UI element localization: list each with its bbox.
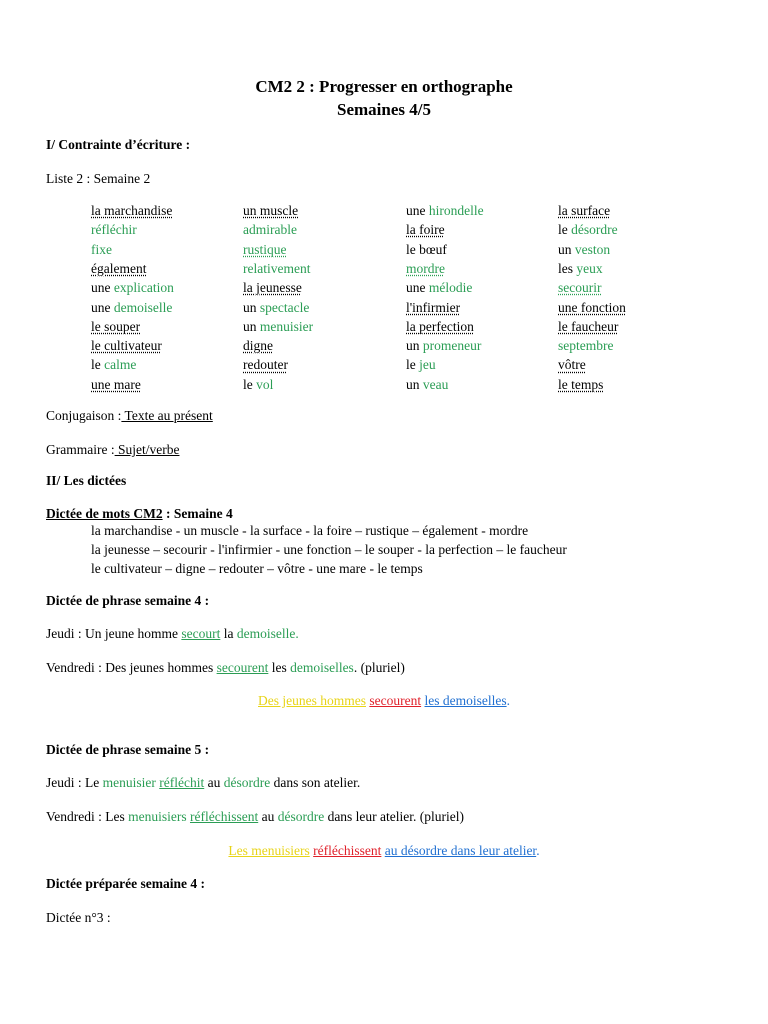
word-text: bœuf — [419, 241, 447, 257]
conjugaison-line — [46, 408, 213, 424]
word-text: l'infirmier — [406, 299, 461, 315]
word-entry — [406, 280, 472, 296]
word-entry — [91, 203, 172, 219]
noun: désordre — [223, 775, 271, 790]
phrase4-vendredi — [46, 660, 405, 676]
conjugaison-value: Texte au présent — [121, 408, 213, 423]
word-entry — [406, 261, 445, 277]
word-entry — [406, 357, 436, 373]
text: la — [220, 626, 237, 641]
mots-line-3: le cultivateur – digne – redouter – vôtre - une mare - le temps — [91, 561, 423, 576]
word-text: hirondelle — [428, 203, 484, 218]
word-text: la perfection — [406, 318, 474, 334]
word-text: fixe — [91, 241, 112, 257]
word-entry — [558, 280, 601, 296]
word-entry — [243, 300, 309, 316]
complement: au désordre dans leur atelier — [384, 843, 537, 858]
word-entry — [406, 242, 447, 258]
word-entry — [558, 319, 618, 335]
word-text: demoiselle — [113, 299, 173, 315]
word-text: mordre — [406, 260, 445, 276]
word-entry — [406, 222, 445, 238]
text: . (pluriel) — [353, 660, 405, 675]
noun: menuisiers — [128, 809, 187, 824]
phrase5-vendredi — [46, 809, 464, 825]
conjugaison-label: Conjugaison : — [46, 408, 122, 423]
word-text: le souper — [91, 318, 141, 334]
word-text: menuisier — [259, 318, 314, 334]
word-entry — [91, 300, 172, 316]
word-determiner: un — [243, 299, 260, 315]
word-entry — [558, 203, 610, 219]
phrase5-heading: Dictée de phrase semaine 5 : — [46, 742, 210, 757]
vendredi-label: Vendredi : — [46, 809, 102, 824]
word-determiner: le — [558, 222, 572, 238]
word-determiner: une — [91, 299, 114, 315]
word-entry — [406, 300, 460, 316]
dictee-preparee-heading: Dictée préparée semaine 4 : — [46, 876, 205, 891]
text: Des jeunes hommes — [101, 660, 217, 675]
word-determiner: un — [406, 376, 423, 392]
word-entry — [558, 338, 613, 354]
word-entry — [243, 338, 273, 354]
word-determiner: les — [558, 260, 577, 276]
verb: secourt — [181, 626, 221, 641]
text: . — [295, 626, 299, 641]
text: au — [204, 775, 224, 790]
word-text: jeu — [419, 357, 436, 373]
word-determiner: un — [406, 338, 423, 354]
word-determiner: une — [406, 280, 429, 296]
verb: secourent — [369, 693, 422, 708]
word-text: la jeunesse — [243, 280, 302, 296]
word-entry — [91, 242, 112, 258]
word-entry — [558, 222, 618, 238]
word-text: une fonction — [558, 299, 626, 315]
word-entry — [243, 203, 298, 219]
word-entry — [91, 280, 174, 296]
word-entry — [91, 261, 146, 277]
word-entry — [91, 338, 162, 354]
page-title: CM2 2 : Progresser en orthographe — [255, 77, 513, 96]
word-text: un muscle — [243, 203, 299, 218]
word-text: le cultivateur — [91, 338, 162, 354]
list-label: Liste 2 : Semaine 2 — [46, 171, 151, 186]
word-entry — [243, 357, 288, 373]
word-text: vol — [256, 376, 274, 392]
subject: Les menuisiers — [228, 843, 310, 858]
grammaire-value: Sujet/verbe — [114, 442, 180, 457]
word-text: rustique — [243, 241, 287, 257]
word-text: explication — [113, 280, 174, 296]
jeudi-label: Jeudi : — [46, 775, 82, 790]
subject: Des jeunes hommes — [258, 693, 366, 708]
word-text: la marchandise — [91, 203, 173, 218]
word-determiner: le — [243, 376, 257, 392]
word-entry — [406, 377, 448, 393]
word-text: spectacle — [259, 299, 310, 315]
word-determiner: une — [91, 280, 114, 296]
phrase4-colored-analysis — [0, 693, 768, 709]
mots-line-2: la jeunesse – secourir - l'infirmier - une fonction – le souper - la perfection – le faucheur — [91, 542, 567, 557]
text: au — [258, 809, 278, 824]
section2-heading: II/ Les dictées — [46, 473, 127, 488]
word-entry — [243, 319, 313, 335]
word-entry — [558, 261, 603, 277]
phrase5-colored-analysis — [0, 843, 768, 859]
grammaire-line — [46, 442, 179, 458]
phrase4-heading: Dictée de phrase semaine 4 : — [46, 593, 210, 608]
end: . — [506, 693, 510, 708]
phrase5-jeudi — [46, 775, 360, 791]
word-text: mélodie — [428, 280, 473, 296]
word-determiner: le — [406, 357, 420, 373]
word-entry — [243, 222, 297, 238]
word-determiner: le — [406, 241, 420, 257]
word-determiner: le — [91, 357, 105, 373]
word-entry — [243, 261, 310, 277]
word-text: une mare — [91, 376, 141, 392]
section1-heading: I/ Contrainte d’écriture : — [46, 137, 191, 152]
word-determiner: un — [243, 318, 260, 334]
verb: secourent — [216, 660, 269, 675]
dictee-number: Dictée n°3 : — [46, 910, 111, 925]
text: dans leur atelier. (pluriel) — [324, 809, 465, 824]
word-entry — [91, 319, 140, 335]
word-entry — [91, 222, 137, 238]
word-text: la foire — [406, 222, 445, 238]
word-text: désordre — [571, 222, 618, 238]
page-subtitle: Semaines 4/5 — [337, 100, 431, 119]
grammaire-label: Grammaire : — [46, 442, 115, 457]
vendredi-label: Vendredi : — [46, 660, 102, 675]
word-text: redouter — [243, 357, 288, 373]
word-determiner: une — [406, 203, 429, 218]
word-entry — [406, 338, 481, 354]
word-text: calme — [104, 357, 137, 373]
text: les — [268, 660, 291, 675]
word-text: vôtre — [558, 357, 586, 373]
word-text: yeux — [576, 260, 603, 276]
word-entry — [91, 377, 141, 393]
word-entry — [406, 203, 484, 219]
word-entry — [91, 357, 136, 373]
word-entry — [558, 357, 586, 373]
noun: demoiselles — [290, 660, 354, 675]
dictee-mots-heading-rest: : Semaine 4 — [162, 506, 233, 521]
noun: demoiselle — [236, 626, 296, 641]
word-entry — [243, 377, 273, 393]
word-text: promeneur — [422, 338, 482, 354]
word-text: admirable — [243, 222, 297, 238]
word-text: relativement — [243, 260, 311, 276]
word-entry — [558, 377, 603, 393]
word-text: la surface — [558, 203, 611, 218]
word-entry — [558, 242, 610, 258]
text: dans son atelier. — [270, 775, 361, 790]
word-entry — [243, 280, 302, 296]
phrase4-jeudi — [46, 626, 299, 642]
word-text: septembre — [558, 338, 614, 354]
mots-line-1: la marchandise - un muscle - la surface - la foire – rustique – également - mordre — [91, 523, 529, 538]
word-text: digne — [243, 338, 273, 354]
verb: réfléchissent — [189, 809, 259, 824]
word-text: le faucheur — [558, 318, 619, 334]
word-text: veston — [574, 241, 611, 257]
word-text: veau — [422, 376, 449, 392]
verb: réfléchit — [159, 775, 205, 790]
text: Les — [101, 809, 129, 824]
word-determiner: un — [558, 241, 575, 257]
text: Un jeune homme — [81, 626, 182, 641]
word-text: le temps — [558, 376, 604, 392]
word-text: réfléchir — [91, 222, 137, 238]
word-entry — [558, 300, 626, 316]
end: . — [536, 843, 540, 858]
verb: réfléchissent — [313, 843, 382, 858]
dictee-mots-heading — [46, 506, 233, 522]
word-entry — [243, 242, 287, 258]
dictee-mots-heading-underlined: Dictée de mots CM2 — [46, 506, 163, 521]
noun: menuisier — [102, 775, 156, 790]
jeudi-label: Jeudi : — [46, 626, 82, 641]
text: Le — [81, 775, 103, 790]
noun: désordre — [277, 809, 325, 824]
word-text: également — [91, 260, 147, 276]
word-entry — [406, 319, 474, 335]
word-text: secourir — [558, 280, 602, 296]
complement: les demoiselles — [424, 693, 507, 708]
